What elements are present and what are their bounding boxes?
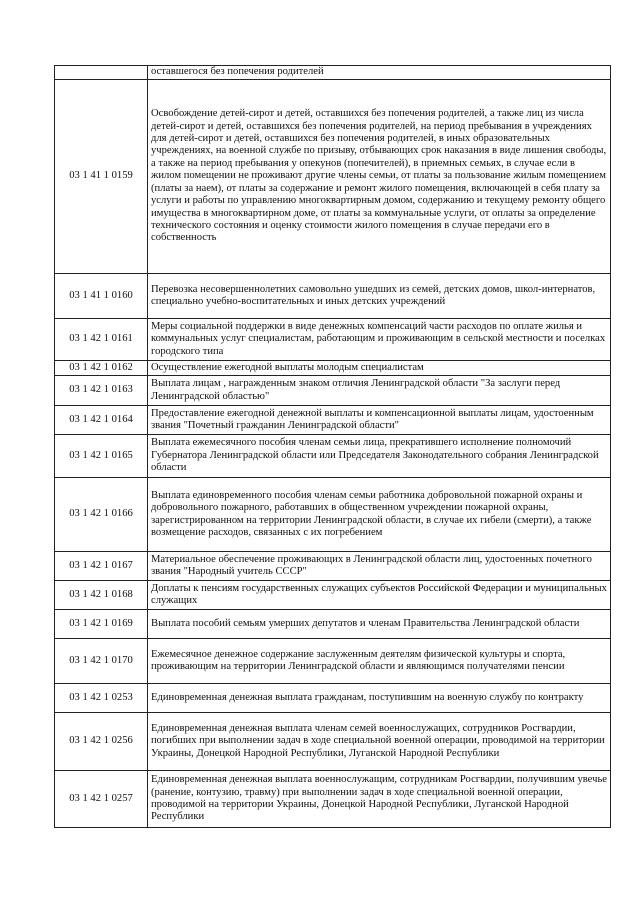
description-cell: Единовременная денежная выплата военнослужащим, сотрудникам Росгвардии, получившим увечье (ранение, контузию, травму) при выполнении задач в ходе специальной военной операции, проводимой на территории Украины, Донецкой Народной Республики, Луганской Народной Республики xyxy=(148,771,611,828)
code-cell: 03 1 42 1 0161 xyxy=(55,319,148,361)
table-row xyxy=(55,684,611,713)
description-cell: Предоставление ежегодной денежной выплаты и компенсационной выплаты лицам, удостоенным звания "Почетный гражданин Ленинградской области" xyxy=(148,406,611,435)
description-cell: Перевозка несовершеннолетних самовольно ушедших из семей, детских домов, школ-интернатов, специально учебно-воспитательных и иных детских учреждений xyxy=(148,274,611,319)
table-row xyxy=(55,713,611,771)
code-cell: 03 1 42 1 0163 xyxy=(55,376,148,406)
table-row xyxy=(55,435,611,478)
table-row xyxy=(55,319,611,361)
description-cell: Осуществление ежегодной выплаты молодым специалистам xyxy=(148,361,611,376)
code-cell: 03 1 41 1 0160 xyxy=(55,274,148,319)
table-row xyxy=(55,610,611,639)
code-cell xyxy=(55,66,148,80)
description-cell: Освобождение детей-сирот и детей, оставшихся без попечения родителей, а также лиц из числа детей-сирот и детей, оставшихся без попечения родителей, на период пребывания в учреждениях для детей-сирот и детей, оставшихся без попечения родителей, в иных образовательных учреждениях, на военной службе по призыву, отбывающих срок наказания в виде лишения свободы, а также на период пребывания у опекунов (попечителей), в приемных семьях, в случае если в жилом помещении не проживают другие члены семьи, от платы за пользование жилым помещением (платы за наем), от платы за содержание и ремонт жилого помещения, включающей в себя плату за услуги и работы по управлению многоквартирным домом, содержанию и текущему ремонту общего имущества в многоквартирном доме, от платы за коммунальные услуги, от оплаты за определение технического состояния и оценку стоимости жилого помещения в случае передачи его в собственность xyxy=(148,80,611,274)
description-cell: Единовременная денежная выплата гражданам, поступившим на военную службу по контракту xyxy=(148,684,611,713)
description-cell: Меры социальной поддержки в виде денежных компенсаций части расходов по оплате жилья и коммунальных услуг специалистам, работающим и проживающим в сельской местности и поселках городского типа xyxy=(148,319,611,361)
description-cell: Выплата единовременного пособия членам семьи работника добровольной пожарной охраны и добровольного пожарного, работавших в общественном учреждении пожарной охраны, зарегистрированном на территории Ленинградской области, в случае их гибели (смерти), а также возмещение расходов, связанных с их погребением xyxy=(148,478,611,552)
code-cell: 03 1 42 1 0168 xyxy=(55,581,148,610)
table-row xyxy=(55,376,611,406)
table-row xyxy=(55,361,611,376)
code-cell: 03 1 42 1 0165 xyxy=(55,435,148,478)
code-cell: 03 1 42 1 0164 xyxy=(55,406,148,435)
table-row xyxy=(55,406,611,435)
description-cell: Выплата ежемесячного пособия членам семьи лица, прекратившего исполнение полномочий Губернатора Ленинградской области или Председателя Законодательного собрания Ленинградской области xyxy=(148,435,611,478)
code-cell: 03 1 42 1 0257 xyxy=(55,771,148,828)
code-cell: 03 1 42 1 0256 xyxy=(55,713,148,771)
description-cell: Доплаты к пенсиям государственных служащих субъектов Российской Федерации и муниципальных служащих xyxy=(148,581,611,610)
description-cell: Ежемесячное денежное содержание заслуженным деятелям физической культуры и спорта, проживающим на территории Ленинградской области и являющимся получателями пенсии xyxy=(148,639,611,684)
table-row xyxy=(55,478,611,552)
code-cell: 03 1 42 1 0169 xyxy=(55,610,148,639)
description-cell: Выплата лицам , награжденным знаком отличия Ленинградской области "За заслуги перед Ленинградской областью" xyxy=(148,376,611,406)
table-row xyxy=(55,639,611,684)
budget-code-table xyxy=(54,65,611,828)
table-row xyxy=(55,80,611,274)
table-row xyxy=(55,552,611,581)
code-cell: 03 1 42 1 0162 xyxy=(55,361,148,376)
table-row xyxy=(55,66,611,80)
code-cell: 03 1 42 1 0253 xyxy=(55,684,148,713)
table-row xyxy=(55,581,611,610)
description-cell: Выплата пособий семьям умерших депутатов и членам Правительства Ленинградской области xyxy=(148,610,611,639)
description-cell: Единовременная денежная выплата членам семей военнослужащих, сотрудников Росгвардии, погибших при выполнении задач в ходе специальной военной операции, проводимой на территории Украины, Донецкой Народной Республики, Луганской Народной Республики xyxy=(148,713,611,771)
code-cell: 03 1 42 1 0166 xyxy=(55,478,148,552)
table-row xyxy=(55,274,611,319)
code-cell: 03 1 42 1 0167 xyxy=(55,552,148,581)
code-cell: 03 1 41 1 0159 xyxy=(55,80,148,274)
description-cell: Материальное обеспечение проживающих в Ленинградской области лиц, удостоенных почетного звания "Народный учитель СССР" xyxy=(148,552,611,581)
code-cell: 03 1 42 1 0170 xyxy=(55,639,148,684)
table-row xyxy=(55,771,611,828)
description-cell: оставшегося без попечения родителей xyxy=(148,66,611,80)
